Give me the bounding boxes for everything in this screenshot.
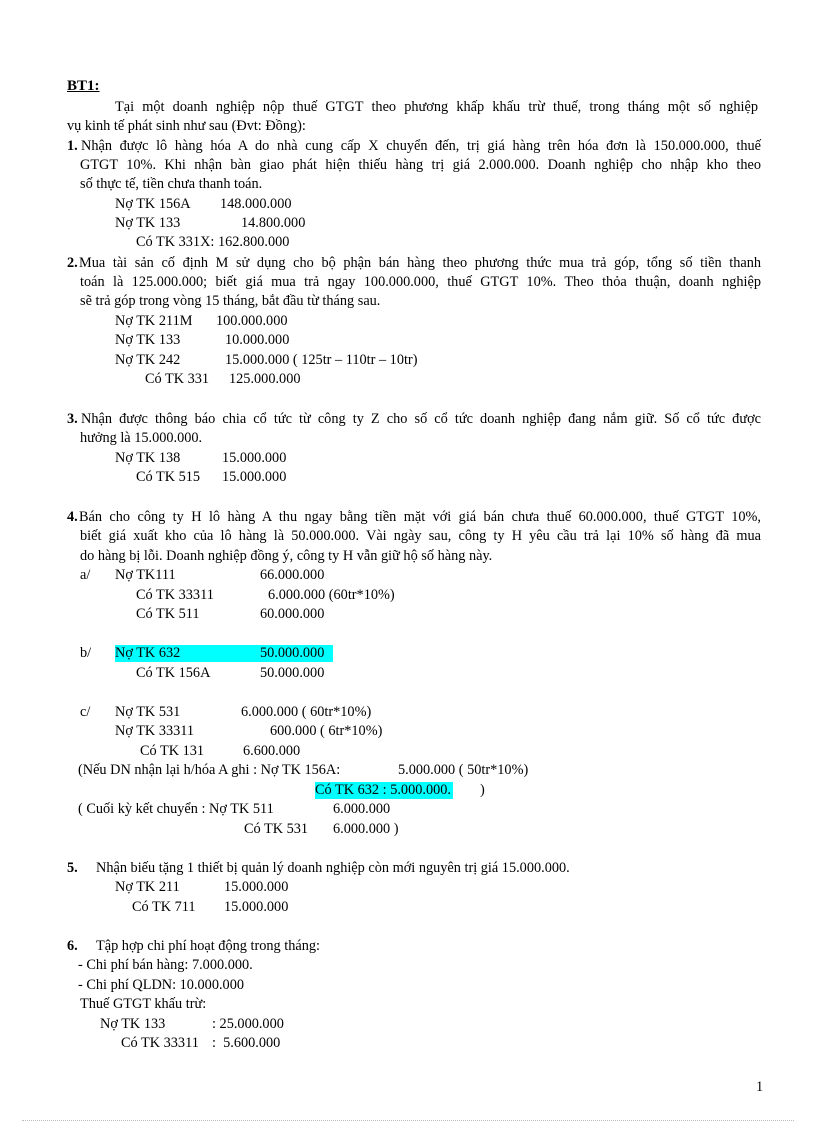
intro-line-1: Tại một doanh nghiệp nộp thuế GTGT theo phương khấp khấu trừ thuế, trong tháng một số nghiệp — [115, 99, 758, 115]
item2-entry-4-amount: 125.000.000 — [229, 371, 301, 387]
item4-b-entry-2-amount: 50.000.000 — [260, 665, 325, 681]
item6-cost-1: - Chi phí bán hàng: 7.000.000. — [78, 957, 253, 973]
page-bottom-divider — [22, 1120, 794, 1121]
item4-b-highlight-row — [115, 645, 333, 662]
page-number: 1 — [756, 1079, 764, 1095]
item4-a-entry-1-amount: 66.000.000 — [260, 567, 325, 583]
item4-a-entry-2-account: Có TK 33311 — [136, 587, 214, 603]
item3-entry-2-account: Có TK 515 — [136, 469, 201, 485]
item5-entry-2-account: Có TK 711 — [132, 899, 196, 915]
item2-line-1: Mua tài sản cố định M sử dụng cho bộ phận bán hàng theo phương thức mua trả góp, tổng số tiền thanh — [79, 255, 761, 271]
item4-note-2-highlight: Có TK 632 : 5.000.000. — [315, 782, 451, 798]
item4-b-label: b/ — [80, 645, 92, 661]
item2-entry-1-account: Nợ TK 211M — [115, 313, 193, 329]
item5-entry-2-amount: 15.000.000 — [224, 899, 289, 915]
item1-entry-2-account: Nợ TK 133 — [115, 215, 181, 231]
item4-a-entry-1-account: Nợ TK111 — [115, 567, 176, 583]
item3-entry-1-amount: 15.000.000 — [222, 450, 287, 466]
item2-line-3: sẽ trả góp trong vòng 15 tháng, bắt đầu từ tháng sau. — [80, 293, 381, 309]
item3-number: 3. — [67, 411, 78, 427]
item4-note-2-end: ) — [480, 782, 485, 798]
item4-c-entry-2-account: Nợ TK 33311 — [115, 723, 195, 739]
item6-entry-2-account: Có TK 33311 — [121, 1035, 199, 1051]
item2-entry-3-account: Nợ TK 242 — [115, 352, 181, 368]
item6-entry-1-account: Nợ TK 133 — [100, 1016, 166, 1032]
item2-entry-2-account: Nợ TK 133 — [115, 332, 181, 348]
item4-note-1: (Nếu DN nhận lại h/hóa A ghi : Nợ TK 156A: — [78, 762, 341, 778]
item4-note-1-amount: 5.000.000 ( 50tr*10%) — [398, 762, 529, 778]
item4-a-entry-3-account: Có TK 511 — [136, 606, 200, 622]
exercise-title: BT1: — [67, 78, 100, 94]
item4-note-3-amount: 6.000.000 — [333, 801, 391, 817]
item6-cost-2: - Chi phí QLDN: 10.000.000 — [78, 977, 244, 993]
item6-entry-1-amount: : 25.000.000 — [212, 1016, 284, 1032]
item3-entry-1-account: Nợ TK 138 — [115, 450, 181, 466]
item4-line-2: biết giá xuất kho của lô hàng là 50.000.000. Vài ngày sau, công ty H yêu cầu trả lại 10% số hàng đã mua — [80, 528, 761, 544]
item5-entry-1-amount: 15.000.000 — [224, 879, 289, 895]
item1-line-2: GTGT 10%. Khi nhận bàn giao phát hiện thiếu hàng trị giá 2.000.000. Doanh nghiệp cho nhập kho theo — [80, 157, 761, 173]
item4-line-3: do hàng bị lỗi. Doanh nghiệp đồng ý, công ty H vẫn giữ hộ số hàng này. — [80, 548, 493, 564]
item1-line-3: số thực tế, tiền chưa thanh toán. — [80, 176, 263, 192]
item4-note-4: Có TK 531 — [244, 821, 309, 837]
item4-note-3: ( Cuối kỳ kết chuyển : Nợ TK 511 — [78, 801, 274, 817]
item6-vat-label: Thuế GTGT khấu trừ: — [80, 996, 207, 1012]
item4-line-1: Bán cho công ty H lô hàng A thu ngay bằng tiền mặt với giá bán chưa thuế 60.000.000, thuế GTGT 10%, — [79, 509, 761, 525]
item4-c-entry-1-amount: 6.000.000 ( 60tr*10%) — [241, 704, 372, 720]
item4-a-entry-2-amount: 6.000.000 (60tr*10%) — [268, 587, 395, 603]
item2-line-2: toán là 125.000.000; biết giá mua trả ngay 100.000.000, thuế GTGT 10%. Theo thỏa thuận, doanh nghiệp — [80, 274, 761, 290]
item4-c-entry-2-amount: 600.000 ( 6tr*10%) — [270, 723, 383, 739]
item2-entry-3-amount: 15.000.000 ( 125tr – 110tr – 10tr) — [225, 352, 418, 368]
item6-text: Tập hợp chi phí hoạt động trong tháng: — [96, 938, 320, 954]
item4-a-entry-3-amount: 60.000.000 — [260, 606, 325, 622]
item2-entry-2-amount: 10.000.000 — [225, 332, 290, 348]
intro-line-2: vụ kinh tế phát sinh như sau (Đvt: Đồng): — [67, 118, 306, 134]
item5-text: Nhận biếu tặng 1 thiết bị quản lý doanh nghiệp còn mới nguyên trị giá 15.000.000. — [96, 860, 570, 876]
item4-c-label: c/ — [80, 704, 91, 720]
item4-b-entry-1-amount: 50.000.000 — [260, 645, 325, 661]
item4-a-label: a/ — [80, 567, 91, 583]
item1-entry-2-amount: 14.800.000 — [241, 215, 306, 231]
item4-c-entry-1-account: Nợ TK 531 — [115, 704, 181, 720]
item1-line-1: Nhận được lô hàng hóa A do nhà cung cấp X chuyển đến, trị giá hàng trên hóa đơn là 150.000.000, thuế — [81, 138, 761, 154]
item4-c-entry-3-account: Có TK 131 — [140, 743, 205, 759]
item4-note-4-amount: 6.000.000 ) — [333, 821, 399, 837]
item2-entry-4-account: Có TK 331 — [145, 371, 210, 387]
item3-entry-2-amount: 15.000.000 — [222, 469, 287, 485]
item6-entry-2-amount: : 5.600.000 — [212, 1035, 281, 1051]
item3-line-2: hưởng là 15.000.000. — [80, 430, 203, 446]
item4-b-entry-1-account: Nợ TK 632 — [115, 645, 181, 661]
item2-number: 2. — [67, 255, 78, 271]
item5-entry-1-account: Nợ TK 211 — [115, 879, 180, 895]
item4-c-entry-3-amount: 6.600.000 — [243, 743, 301, 759]
item1-entry-3-account: Có TK 331X: 162.800.000 — [136, 234, 290, 250]
item1-entry-1-amount: 148.000.000 — [220, 196, 292, 212]
item5-number: 5. — [67, 860, 78, 876]
item1-entry-1-account: Nợ TK 156A — [115, 196, 191, 212]
item1-number: 1. — [67, 138, 78, 154]
item4-number: 4. — [67, 509, 78, 525]
item3-line-1: Nhận được thông báo chia cổ tức từ công ty Z cho số cổ tức doanh nghiệp đang nắm giữ. Số cổ tức được — [81, 411, 761, 427]
item2-entry-1-amount: 100.000.000 — [216, 313, 288, 329]
item4-b-entry-2-account: Có TK 156A — [136, 665, 211, 681]
item6-number: 6. — [67, 938, 78, 954]
